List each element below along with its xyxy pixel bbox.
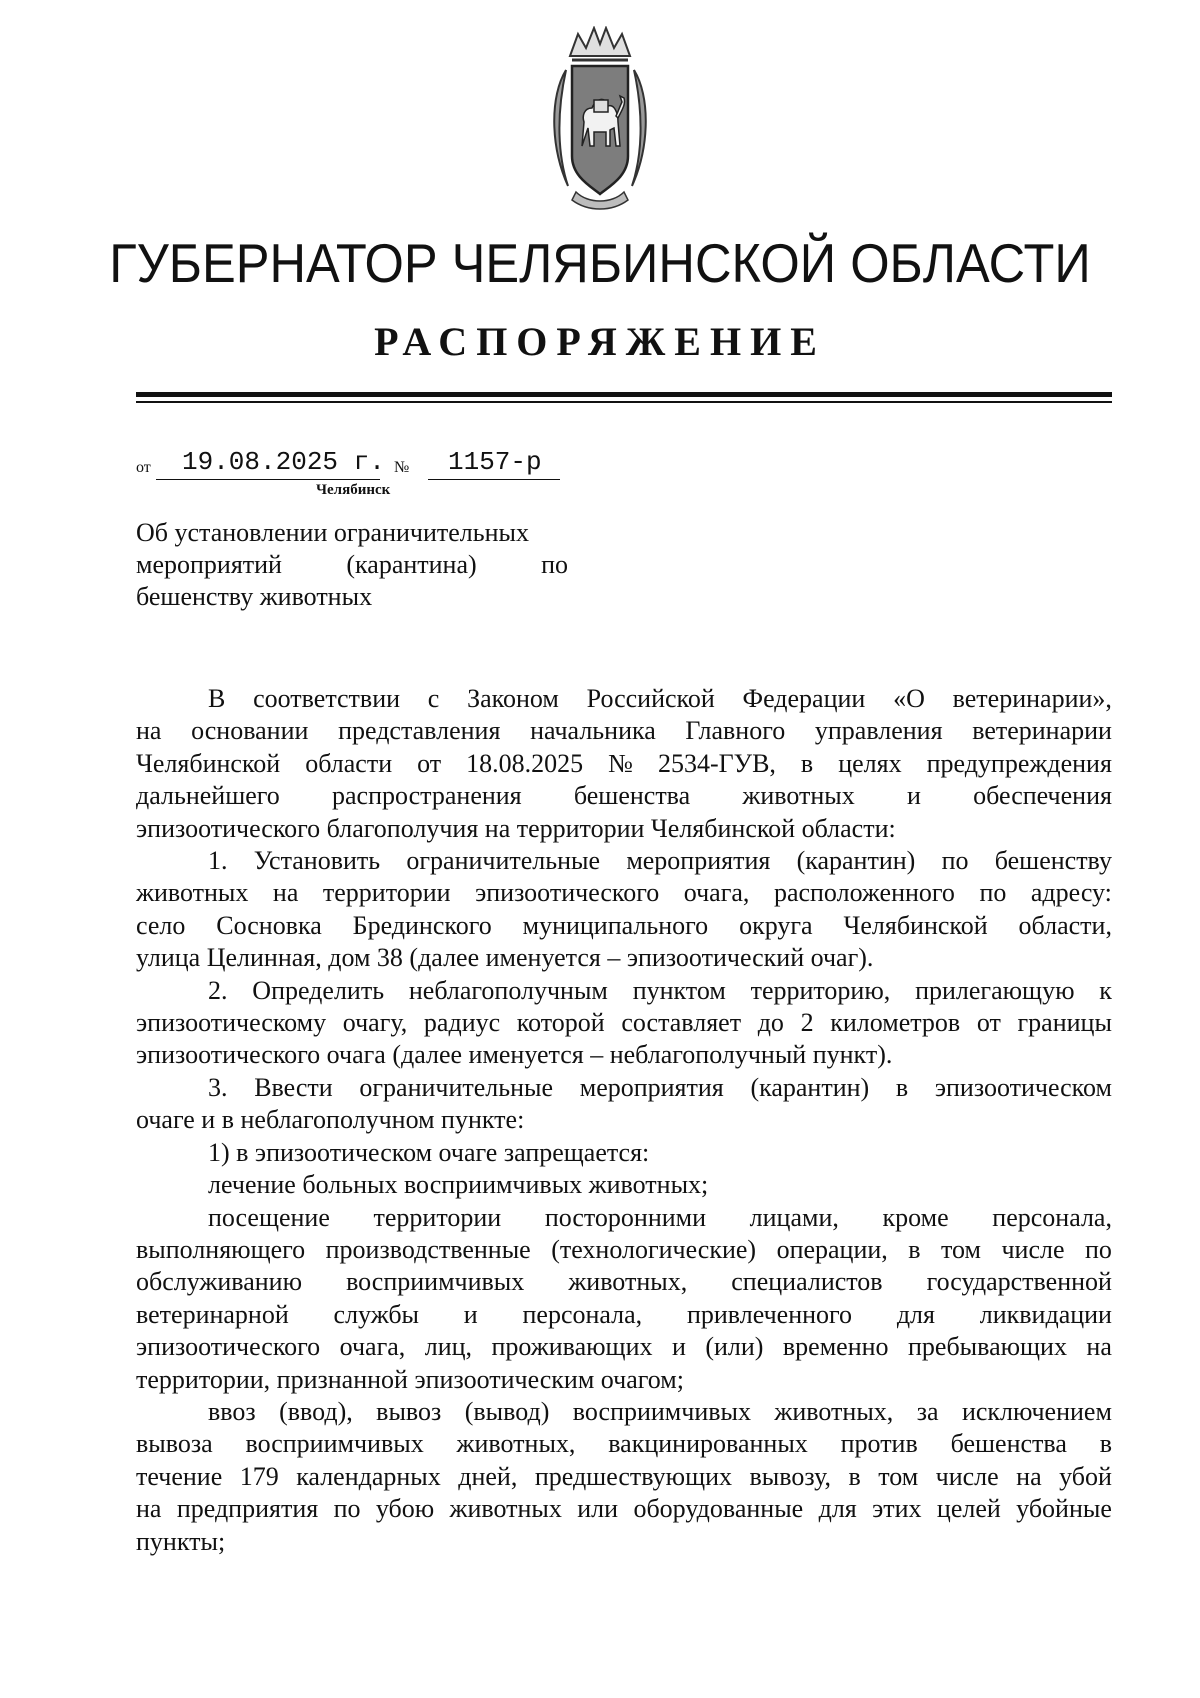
city-name: Челябинск [316, 482, 391, 498]
body-word: ветеринарии», [952, 684, 1112, 713]
body-word: адресу: [1030, 878, 1112, 908]
body-word: лечение больных восприимчивых животных; [208, 1170, 709, 1200]
body-word: и [463, 1299, 478, 1329]
body-line [136, 877, 1112, 909]
body-word: Челябинской [136, 748, 281, 778]
org-title: ГУБЕРНАТОР ЧЕЛЯБИНСКОЙ ОБЛАСТИ [109, 232, 1091, 294]
body-line [136, 1493, 1112, 1525]
subject-word: мероприятий [136, 550, 282, 579]
body-word: животных [449, 1494, 562, 1524]
document-subject [136, 517, 568, 613]
body-word: к [1099, 975, 1112, 1005]
body-line [136, 942, 1112, 974]
body-word: прилегающую [915, 975, 1075, 1005]
body-line [136, 1396, 1112, 1428]
body-word: вакцинированных [608, 1429, 808, 1459]
body-word: государственной [926, 1267, 1112, 1297]
body-line [136, 748, 1112, 780]
body-word: дней, [458, 1461, 518, 1491]
body-word: территории [373, 1202, 502, 1232]
body-word: области, [1018, 910, 1112, 940]
body-word: предупреждения [926, 748, 1112, 778]
body-word: предшествующих [534, 1461, 733, 1491]
body-word: 1. [208, 846, 228, 876]
body-line [136, 1039, 1112, 1071]
body-word: расположенного [773, 878, 955, 908]
body-word: очаге и в неблагополучном пункте: [136, 1105, 525, 1135]
body-word: по [979, 878, 1007, 908]
body-line [136, 1364, 1112, 1396]
body-word: мероприятия [626, 846, 771, 876]
body-word: оборудованные [633, 1494, 804, 1524]
body-word: Главного [685, 716, 786, 746]
body-word: персонала, [992, 1202, 1112, 1232]
document-date: 19.08.2025 г. [182, 447, 385, 477]
body-word: вывозу, [749, 1461, 831, 1491]
body-word: № [608, 748, 633, 778]
body-word: восприимчивых [572, 1396, 751, 1426]
body-word: в [800, 748, 814, 778]
body-line [136, 1202, 1112, 1234]
body-word: по [941, 846, 969, 876]
date-label: от [136, 459, 151, 476]
body-word: или [577, 1494, 619, 1524]
body-word: очага, [683, 878, 750, 908]
body-word: основании [191, 716, 309, 746]
body-line [136, 1331, 1112, 1363]
body-line [136, 1007, 1112, 1039]
subject-line [136, 549, 568, 581]
number-label: № [394, 459, 410, 476]
body-word: пунктом [632, 975, 726, 1005]
body-word: эпизоотического очага (далее именуется – неблагополучный пункт). [136, 1040, 893, 1070]
body-word: обеспечения [973, 781, 1112, 811]
body-word: улица Целинная, дом 38 (далее именуется – эпизоотический очаг). [136, 943, 874, 973]
body-word: с [427, 684, 440, 713]
body-word: бешенства [950, 1429, 1067, 1459]
body-word: (технологические) [551, 1234, 757, 1264]
body-word: 2 [800, 1008, 814, 1038]
body-word: эпизоотическом [934, 1072, 1112, 1102]
body-line [136, 1461, 1112, 1493]
body-line [136, 1169, 1112, 1201]
body-word: в [908, 1234, 921, 1264]
body-word: управления [814, 716, 943, 746]
body-word: распространения [332, 781, 522, 811]
body-word: ветеринарной [136, 1299, 289, 1329]
body-line [136, 780, 1112, 812]
body-word: в [1099, 1429, 1112, 1459]
header-divider-thick [136, 392, 1112, 397]
body-word: мероприятия [579, 1072, 724, 1102]
subject-line [136, 581, 568, 613]
body-word: целей [936, 1494, 1001, 1524]
body-word: ограничительные [406, 846, 601, 876]
body-word: убою [375, 1494, 435, 1524]
body-word: животных [136, 878, 249, 908]
body-word: выполняющего [136, 1234, 306, 1264]
body-line [136, 683, 1112, 715]
body-line [136, 1428, 1112, 1460]
body-word: лицами, [749, 1202, 839, 1232]
body-word: очага, [339, 1332, 406, 1362]
body-word: по [333, 1494, 361, 1524]
body-line [136, 1137, 1112, 1169]
body-word: том [878, 1461, 919, 1491]
body-word: округа [739, 910, 813, 940]
body-word: лиц, [424, 1332, 473, 1362]
body-word: 3. [208, 1072, 228, 1102]
body-word: представления [338, 716, 501, 746]
body-word: и [906, 781, 921, 811]
body-word: Российской [586, 684, 715, 713]
body-word: территории, признанной эпизоотическим очагом; [136, 1364, 684, 1394]
body-word: по [1085, 1234, 1112, 1264]
body-word: (карантин) [796, 846, 916, 876]
body-line [136, 1072, 1112, 1104]
body-word: восприимчивых [346, 1267, 525, 1297]
body-word: на [136, 1494, 162, 1524]
body-word: в [895, 1072, 909, 1102]
body-word: календарных [296, 1461, 441, 1491]
body-line [136, 1234, 1112, 1266]
number-underline [428, 479, 560, 480]
body-word: для [896, 1299, 935, 1329]
body-word: очагу, [342, 1008, 408, 1038]
document-body [136, 683, 1112, 1558]
header-divider-thin [136, 401, 1112, 403]
body-word: Определить [252, 975, 385, 1005]
body-word: том [941, 1234, 982, 1264]
body-word: для [818, 1494, 857, 1524]
body-word: территории [322, 878, 451, 908]
chelyabinsk-coat-of-arms-icon [548, 26, 652, 212]
body-word: восприимчивых [245, 1429, 424, 1459]
body-word: числе [1001, 1234, 1065, 1264]
body-word: дальнейшего [136, 781, 280, 811]
body-word: на [136, 716, 162, 746]
body-line [136, 845, 1112, 877]
body-word: за [916, 1396, 939, 1426]
body-word: которой [516, 1008, 605, 1038]
body-word: временно [782, 1332, 889, 1362]
subject-word: по [541, 550, 568, 579]
body-word: 2534-ГУВ, [657, 748, 776, 778]
body-word: исключением [961, 1396, 1112, 1426]
body-word: Федерации [742, 684, 866, 713]
body-word: муниципального [522, 910, 709, 940]
body-word: животных, [774, 1396, 894, 1426]
body-word: Законом [467, 684, 559, 713]
body-word: начальника [530, 716, 656, 746]
body-word: границы [1017, 1008, 1112, 1038]
body-word: (вывод) [464, 1396, 550, 1426]
body-word: проживающих [491, 1332, 653, 1362]
body-word: ограничительные [359, 1072, 554, 1102]
body-word: Челябинской [843, 910, 988, 940]
body-line [136, 975, 1112, 1007]
body-word: привлеченного [686, 1299, 853, 1329]
body-word: от [417, 748, 442, 778]
document-number: 1157-р [448, 447, 542, 477]
body-word: службы [333, 1299, 420, 1329]
body-word: (или) [705, 1332, 764, 1362]
body-word: 179 [239, 1461, 279, 1491]
body-word: области [305, 748, 393, 778]
body-line [136, 715, 1112, 747]
body-line [136, 1299, 1112, 1331]
body-line [136, 1266, 1112, 1298]
body-word: кроме [882, 1202, 949, 1232]
body-word: на [272, 878, 299, 908]
subject-line [136, 517, 568, 549]
body-word: убой [1059, 1461, 1112, 1491]
subject-word: (карантина) [346, 550, 477, 579]
body-word: течение [136, 1461, 223, 1491]
body-word: Брединского [352, 910, 492, 940]
body-word: эпизоотическому [136, 1008, 327, 1038]
body-word: ветеринарии [972, 716, 1112, 746]
body-word: вывоз [376, 1396, 442, 1426]
registration-line [136, 447, 566, 483]
body-word: на [1086, 1332, 1112, 1362]
body-word: обслуживанию [136, 1267, 303, 1297]
body-line [136, 813, 1112, 845]
body-word: В [208, 684, 226, 713]
body-word: животных, [456, 1429, 576, 1459]
body-word: бешенства [573, 781, 691, 811]
body-word: Сосновка [216, 910, 322, 940]
body-word: от [976, 1008, 1001, 1038]
body-word: пункты; [136, 1526, 226, 1556]
body-word: и [671, 1332, 686, 1362]
body-word: село [136, 910, 186, 940]
body-word: предприятия [176, 1494, 319, 1524]
body-word: Установить [253, 846, 381, 876]
date-underline [156, 479, 380, 480]
body-word: территорию, [750, 975, 891, 1005]
body-word: 2. [208, 975, 228, 1005]
body-word: вывоза [136, 1429, 213, 1459]
body-word: «О [893, 684, 925, 713]
body-word: 1) в эпизоотическом очаге запрещается: [208, 1137, 650, 1167]
body-word: посещение [208, 1202, 330, 1232]
body-word: соответствии [253, 684, 401, 713]
body-word: ввоз [208, 1396, 256, 1426]
body-word: Ввести [254, 1072, 333, 1102]
body-word: составляет [621, 1008, 742, 1038]
body-word: километров [830, 1008, 961, 1038]
subject-word: Об установлении ограничительных [136, 518, 530, 547]
body-word: числе [935, 1461, 999, 1491]
body-word: до [757, 1008, 784, 1038]
body-word: против [840, 1429, 918, 1459]
body-word: эпизоотического [136, 1332, 321, 1362]
body-word: животных [742, 781, 855, 811]
body-word: на [1016, 1461, 1042, 1491]
body-word: целях [838, 748, 902, 778]
body-word: производственные [325, 1234, 531, 1264]
body-word: специалистов [731, 1267, 883, 1297]
body-word: персонала, [522, 1299, 643, 1329]
body-line [136, 1104, 1112, 1136]
body-word: операции, [776, 1234, 888, 1264]
body-line [136, 1526, 1112, 1558]
subject-word: бешенству животных [136, 582, 373, 611]
body-word: неблагополучным [408, 975, 608, 1005]
body-word: эпизоотического благополучия на территории Челябинской области: [136, 813, 896, 843]
body-word: эпизоотического [475, 878, 660, 908]
body-word: посторонними [544, 1202, 707, 1232]
body-word: пребывающих [907, 1332, 1067, 1362]
body-word: радиус [423, 1008, 501, 1038]
body-word: ликвидации [979, 1299, 1112, 1329]
body-word: (ввод), [279, 1396, 353, 1426]
body-word: убойные [1016, 1494, 1112, 1524]
body-word: животных, [568, 1267, 688, 1297]
doc-type-title: РАСПОРЯЖЕНИЕ [374, 319, 826, 364]
body-line [136, 910, 1112, 942]
body-word: 18.08.2025 [466, 748, 584, 778]
body-word: в [848, 1461, 861, 1491]
body-word: бешенству [994, 846, 1112, 876]
body-word: (карантин) [750, 1072, 870, 1102]
body-word: этих [872, 1494, 922, 1524]
